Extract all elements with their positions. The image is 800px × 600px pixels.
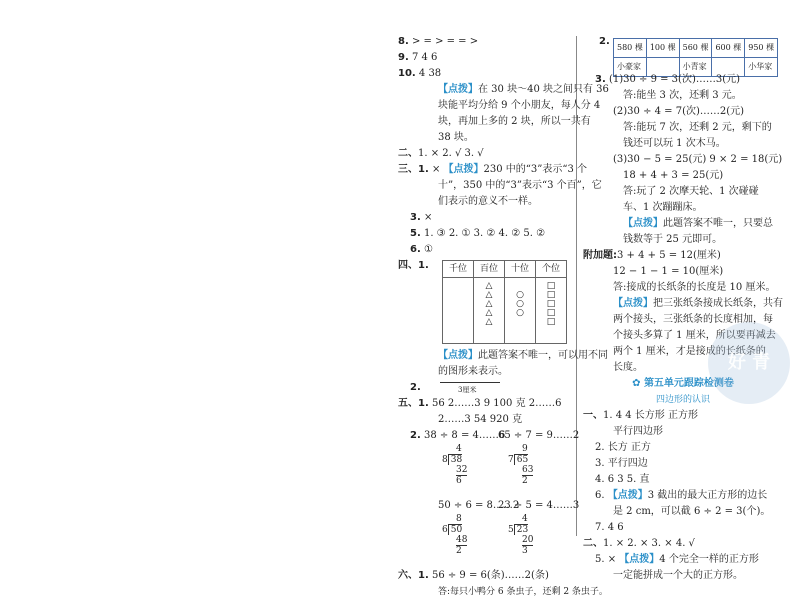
cell-tens: [505, 278, 536, 344]
section-4-hint-2: 的图形来表示。: [438, 366, 508, 377]
cell-ones: [536, 278, 567, 344]
circle-symbol: ○: [516, 308, 524, 318]
extra-ans: 答:接成的长纸条的长度是 10 厘米。: [613, 282, 776, 293]
section-5-q2-eq-row-1: 2. 38 ÷ 8 = 4……6 65 ÷ 7 = 9……2: [410, 430, 580, 441]
header-hundreds: 百位: [474, 261, 505, 278]
unit-title: ✿ 第五单元跟踪检测卷: [632, 378, 734, 389]
three-cm-segment: [440, 380, 500, 394]
long-division-23-5: 4 5 23 20 3: [508, 514, 534, 556]
unit-s1-q2: 2. 长方 正方: [595, 442, 651, 453]
extra-hint-5: 长度。: [613, 362, 643, 373]
watermark-logo: 好 青: [708, 322, 790, 404]
unit-s1-q4: 4. 6 3 5. 直: [595, 474, 650, 485]
square-symbol: □: [546, 290, 556, 300]
section-5-q1-line2: 2……3 54 920 克: [438, 414, 523, 425]
section-4-q2: 2. 3厘米: [398, 380, 570, 396]
unit-s1-q1: 一、1. 4 4 长方形 正方形: [583, 410, 698, 421]
right-q3-a2-2: 钱还可以玩 1 次木马。: [623, 138, 726, 149]
square-symbol: □: [546, 308, 556, 318]
right-q3-p2: (2)30 ÷ 4 = 7(次)……2(元): [613, 106, 745, 117]
right-q3-a1: 答:能坐 3 次，还剩 3 元。: [623, 90, 742, 101]
header-ones: 个位: [536, 261, 567, 278]
extra-l1: 附加题:3 + 4 + 5 = 12(厘米): [583, 250, 721, 261]
hint-label: 【点拨】: [438, 84, 478, 95]
long-division-65-7: 9 7 65 63 2: [508, 444, 534, 486]
family-cell: 小青家: [679, 58, 712, 77]
tree-count-cell: 100 棵: [646, 39, 679, 58]
section-3-q5: 5. 1. ③ 2. ① 3. ② 4. ② 5. ②: [410, 228, 546, 239]
right-q3-a3-1: 答:玩了 2 次摩天轮、1 次碰碰: [623, 186, 759, 197]
tree-count-cell: 580 棵: [614, 39, 647, 58]
right-q3-a2-1: 答:能玩 7 次，还剩 2 元，剩下的: [623, 122, 772, 133]
q10-hint-line-1: 【点拨】在 30 块～40 块之间只有 36: [438, 84, 609, 95]
q10-hint-line-4: 38 块。: [438, 132, 474, 143]
right-q3-hint-1: 【点拨】此题答案不唯一，只要总: [623, 218, 773, 229]
q10-answer: 4 38: [418, 68, 442, 79]
q9-line: 9. 7 4 6: [398, 52, 438, 63]
circle-symbol: ○: [516, 299, 524, 309]
section-3-q3: 3. ×: [410, 212, 433, 223]
circle-symbol: ○: [516, 290, 524, 300]
triangle-symbol: △: [485, 281, 493, 291]
unit-s1-q7: 7. 4 6: [595, 522, 624, 533]
tree-count-cell: 950 棵: [745, 39, 778, 58]
right-q3-a3-2: 车、1 次蹦蹦床。: [623, 202, 703, 213]
q10-hint-line-2: 块能平均分给 9 个小朋友，每人分 4: [438, 100, 601, 111]
section-3-hint-3: 们表示的意义不一样。: [438, 196, 538, 207]
extra-hint-4: 两个 1 厘米，才是接成的长纸条的: [613, 346, 766, 357]
right-q3-p3: (3)30 − 5 = 25(元) 9 × 2 = 18(元): [613, 154, 783, 165]
right-q2: 2. 580 棵 100 棵 560 棵 600 棵 950 棵 小豪家 小青家 小华家: [583, 34, 783, 72]
long-division-50-6: 8 6 50 48 2: [442, 514, 468, 556]
section-3-q6: 6. ①: [410, 244, 433, 255]
unit-subtitle: 四边形的认识: [655, 395, 710, 405]
extra-hint-1: 【点拨】把三张纸条接成长纸条，共有: [613, 298, 783, 309]
unit-s1-q6: 6. 【点拨】3 截出的最大正方形的边长: [595, 490, 768, 501]
header-tens: 十位: [505, 261, 536, 278]
q8-answer: > = > = = >: [411, 36, 479, 47]
right-q3-p3b: 18 + 4 + 3 = 25(元): [623, 170, 724, 181]
section-4-hint-1: 【点拨】此题答案不唯一，可以用不同: [438, 350, 608, 361]
unit-s2-q1: 二、1. × 2. × 3. × 4. √: [583, 538, 695, 549]
section-3-hint-2: 十”，350 中的“3”表示“3 个百”，它: [438, 180, 602, 191]
unit-s1-q1b: 平行四边形: [613, 426, 663, 437]
square-symbol: □: [546, 299, 556, 309]
section-6-answer: 答:每只小鸭分 6 条虫子，还剩 2 条虫子。: [438, 587, 608, 597]
right-q3-hint-2: 钱数等于 25 元即可。: [623, 234, 723, 245]
triangle-symbol: △: [485, 290, 493, 300]
section-4-q1: 四、1.: [398, 260, 429, 271]
tree-count-cell: 600 棵: [712, 39, 745, 58]
unit-s2-q5b: 一定能拼成一个大的正方形。: [613, 570, 743, 581]
long-division-38-8: 4 8 38 32 6: [442, 444, 468, 486]
cell-hundreds: [474, 278, 505, 344]
unit-s2-q5: 5. × 【点拨】4 个完全一样的正方形: [595, 554, 759, 565]
family-cell: 小豪家: [614, 58, 647, 77]
extra-hint-2: 两个接头，三张纸条的长度相加，每: [613, 314, 773, 325]
section-2-answers: 1. × 2. √ 3. √: [418, 148, 484, 159]
section-2-line: 二、1. × 2. √ 3. √: [398, 148, 484, 159]
triangle-symbol: △: [485, 317, 493, 327]
header-thousands: 千位: [443, 261, 474, 278]
family-cell: 小华家: [745, 58, 778, 77]
q10-hint-line-3: 块，再加上多的 2 块，所以一共有: [438, 116, 591, 127]
long-division-row-1: [398, 444, 570, 498]
section-3-q1: 三、1. × 【点拨】230 中的“3”表示“3 个: [398, 164, 588, 175]
section-6-q1: 六、1. 56 ÷ 9 = 6(条)……2(条): [398, 570, 549, 581]
place-value-table: [442, 260, 567, 344]
q8-line: 8. > = > = = >: [398, 36, 479, 47]
square-symbol: □: [546, 317, 556, 327]
unit-s1-q3: 3. 平行四边: [595, 458, 648, 469]
star-icon: ✿: [632, 378, 644, 389]
cell-thousands: [443, 278, 474, 344]
q10-line: 10. 4 38: [398, 68, 442, 79]
right-column: [583, 34, 783, 584]
long-division-row-2: [398, 514, 570, 568]
square-symbol: □: [546, 281, 556, 291]
q9-answer: 7 4 6: [411, 52, 438, 63]
triangle-symbol: △: [485, 299, 493, 309]
section-5-q2-eq-row-2: 50 ÷ 6 = 8……2 23 ÷ 5 = 4……3: [438, 500, 580, 511]
left-column: [398, 34, 609, 600]
tree-count-cell: 560 棵: [679, 39, 712, 58]
triangle-symbol: △: [485, 308, 493, 318]
extra-l2: 12 − 1 − 1 = 10(厘米): [613, 266, 724, 277]
right-q3-p1: 3. (1)30 ÷ 9 = 3(次)……3(元): [595, 74, 741, 85]
unit-s1-q6b: 是 2 cm，可以截 6 ÷ 2 = 3(个)。: [613, 506, 771, 517]
extra-hint-3: 个接头多算了 1 厘米，所以要再减去: [613, 330, 776, 341]
section-5-q1: 五、1. 56 2……3 9 100 克 2……6: [398, 398, 562, 409]
segment-label: 3厘米: [458, 386, 477, 394]
